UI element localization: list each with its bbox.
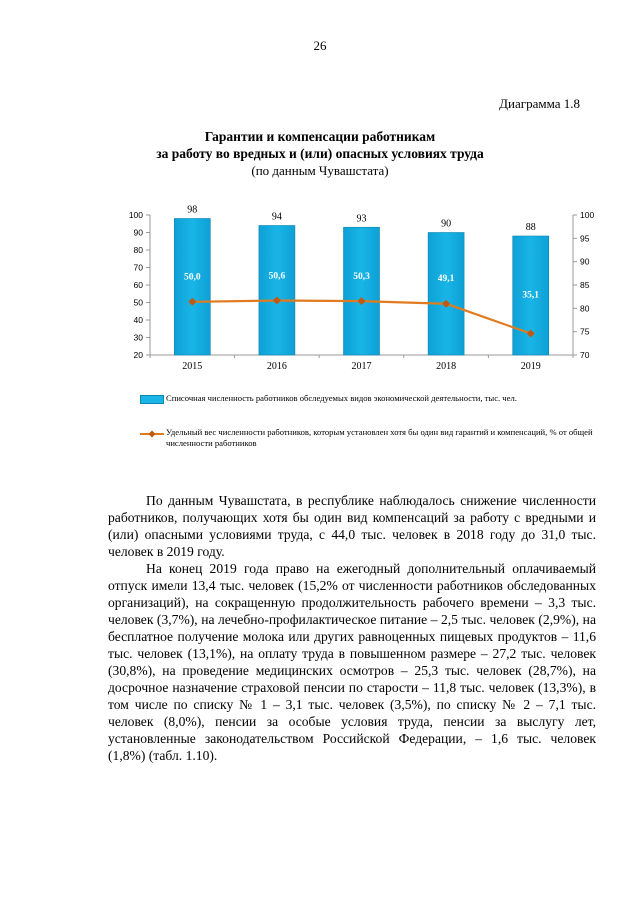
x-tick-label: 2017 [351, 361, 372, 372]
legend-bar-swatch [140, 395, 164, 404]
y-left-tick-label: 70 [133, 262, 143, 273]
bar-value-label: 88 [525, 222, 536, 233]
chart-title-line-1: Гарантии и компенсации работникам [204, 129, 436, 144]
y-right-tick-label: 90 [580, 256, 590, 267]
bar-2016 [259, 226, 295, 356]
y-left-tick-label: 50 [133, 297, 143, 308]
combo-chart [0, 195, 640, 385]
y-right-tick-label: 95 [580, 233, 590, 244]
y-left-tick-label: 90 [133, 227, 143, 238]
bar-2017 [344, 227, 380, 355]
line-value-label: 35,1 [522, 290, 540, 301]
bar-value-label: 90 [441, 218, 452, 230]
x-tick-label: 2018 [436, 361, 457, 372]
line-value-label: 50,6 [268, 271, 286, 282]
page-number: 26 [313, 38, 327, 53]
legend-line-swatch [140, 430, 164, 438]
chart-subtitle: (по данным Чувашстата) [251, 163, 389, 178]
chart-title [0, 128, 640, 179]
bar-2015 [174, 219, 210, 356]
x-tick-label: 2016 [266, 361, 287, 372]
paragraph-1: По данным Чувашстата, в республике наблюдалось снижение численности работников, получающих хотя бы один вид компенсаций за работу с вредными и (или) опасными условиями труда, с 44,0 тыс. человек в 2018 году до 31,0 тыс. человек в 2019 году. [108, 493, 596, 559]
y-right-tick-label: 100 [580, 210, 595, 220]
y-right-tick-label: 85 [580, 280, 590, 290]
x-tick-label: 2015 [182, 361, 203, 372]
chart-title-line-2: за работу во вредных и (или) опасных условиях труда [156, 146, 484, 161]
legend-item-bar [140, 393, 610, 404]
paragraph-2: На конец 2019 года право на ежегодный дополнительный оплачиваемый отпуск имели 13,4 тыс. человек (15,2% от численности работников обследованных организаций), на сокращенную продолжительность рабочего времени – 3,3 тыс. человек (3,7%), на лечебно-профилактическое питание – 2,5 тыс. человек (2,9%), на бесплатное получение молока или других равноценных пищевых продуктов – 11,6 тыс. человек (13,1%), на оплату труда в повышенном размере – 27,2 тыс. человек (30,8%), на проведение медицинских осмотров – 25,3 тыс. человек (28,7%), на досрочное назначение страховой пенсии по старости – 11,8 тыс. человек (13,3%), в том числе по списку № 1 – 3,1 тыс. человек (3,5%), по списку № 2 – 7,1 тыс. человек (8,0%), пенсии за особые условия труда, пенсии за выслугу лет, установленные законодательством Российской Федерации, – 1,6 тыс. человек (1,8%) (табл. 1.10). [108, 561, 596, 763]
y-right-tick-label: 75 [580, 326, 590, 337]
y-right-tick-label: 70 [580, 350, 590, 360]
bar-2018 [428, 233, 464, 356]
y-left-tick-label: 100 [128, 210, 143, 220]
y-left-tick-label: 40 [133, 315, 143, 325]
bar-value-label: 93 [356, 213, 367, 225]
line-value-label: 49,1 [437, 274, 455, 285]
y-left-tick-label: 80 [133, 245, 143, 255]
y-left-tick-label: 60 [133, 280, 143, 290]
legend-bar-label: Списочная численность работников обследуемых видов экономической деятельности, тыс. чел. [166, 393, 517, 403]
y-left-tick-label: 30 [133, 332, 143, 343]
bar-value-label: 94 [271, 211, 282, 223]
y-right-tick-label: 80 [580, 303, 590, 314]
bar-value-label: 98 [187, 204, 198, 216]
diagram-label: Диаграмма 1.8 [499, 96, 580, 111]
line-value-label: 50,3 [353, 271, 370, 282]
x-tick-label: 2019 [520, 361, 541, 372]
body-text [108, 492, 596, 764]
legend-line-label: Удельный вес численности работников, которым установлен хотя бы один вид гарантий и компенсаций, % от общей численности работников [166, 427, 593, 448]
y-left-tick-label: 20 [133, 350, 143, 360]
line-value-label: 50,0 [183, 272, 201, 283]
